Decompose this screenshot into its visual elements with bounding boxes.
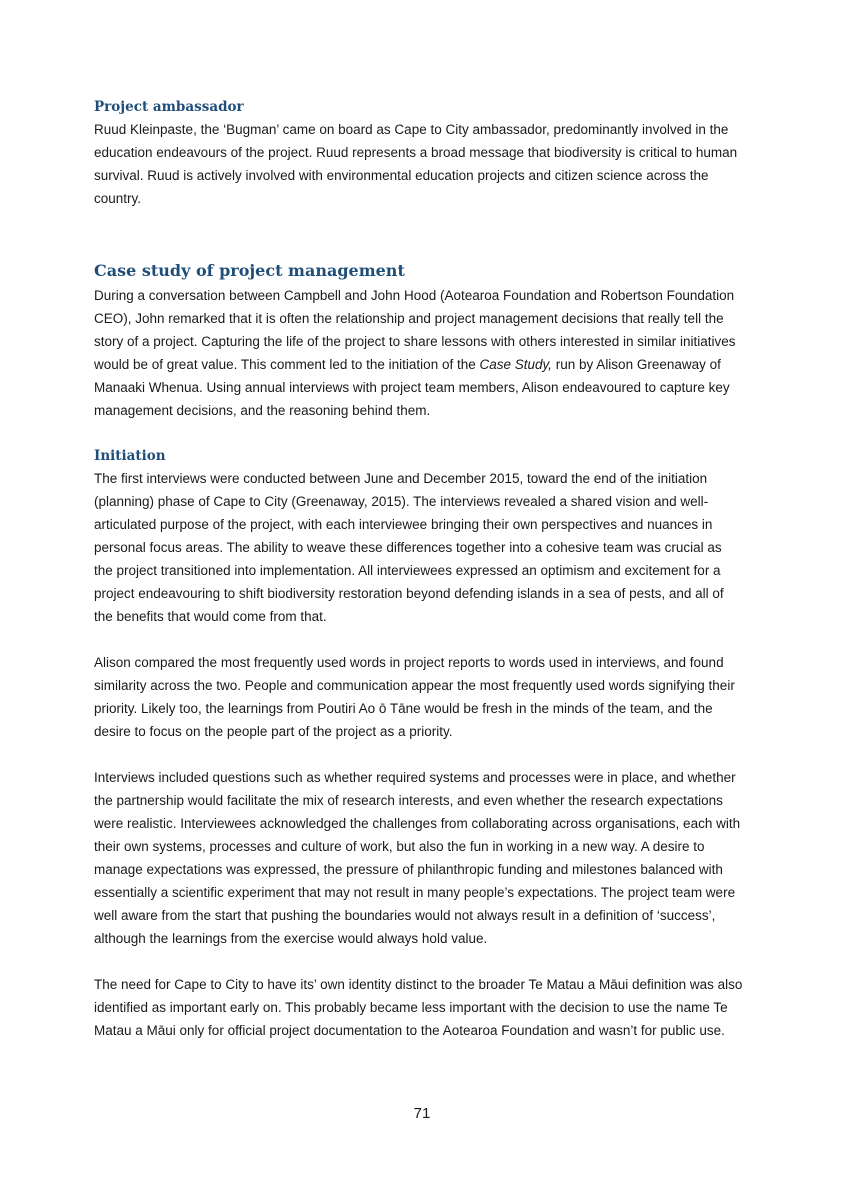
section-spacer [94, 422, 744, 445]
paragraph-spacer [94, 950, 744, 973]
heading-case-study: Case study of project management [94, 261, 405, 280]
page-number: 71 [413, 1105, 431, 1122]
heading-initiation: Initiation [94, 448, 166, 464]
case-study-emphasis: Case Study, [479, 357, 553, 372]
document-page [94, 96, 744, 1042]
section-spacer [94, 210, 744, 258]
paragraph-spacer [94, 628, 744, 651]
heading-project-ambassador: Project ambassador [94, 99, 244, 115]
paragraph-ambassador: Ruud Kleinpaste, the ‘Bugman’ came on board as Cape to City ambassador, predominantly involved in the education endeavours of the project. Ruud represents a broad message that biodiversity is critical to human survival. Ruud is actively involved with environmental education projects and citizen science across the country. [94, 122, 738, 206]
paragraph-initiation-1: The first interviews were conducted between June and December 2015, toward the end of the initiation (planning) phase of Cape to City (Greenaway, 2015). The interviews revealed a shared vision and well-articulated purpose of the project, with each interviewee bringing their own perspectives and nuances in personal focus areas. The ability to weave these differences together into a cohesive team was crucial as the project transitioned into implementation. All interviewees expressed an optimism and excitement for a project endeavouring to shift biodiversity restoration beyond defending islands in a sea of pests, and all of the benefits that would come from that. [94, 471, 724, 624]
paragraph-spacer [94, 743, 744, 766]
paragraph-initiation-3: Interviews included questions such as whether required systems and processes were in place, and whether the partnership would facilitate the mix of research interests, and even whether the research expectations were realistic. Interviewees acknowledged the challenges from collaborating across organisations, each with their own systems, processes and culture of work, but also the fun in working in a new way. A desire to manage expectations was expressed, the pressure of philanthropic funding and milestones balanced with essentially a scientific experiment that may not result in many people’s expectations. The project team were well aware from the start that pushing the boundaries would not always result in a definition of ‘success’, although the learnings from the exercise would always hold value. [94, 770, 741, 946]
case-study-text-1: During a conversation between Campbell and John Hood (Aotearoa Foundation and Robertson Foundation CEO), John remarked that it is often the relationship and project management decisions that really tell the story of a project. Capturing the life of the project to share lessons with others interested in similar initiatives would be of great value. This comment led to the initiation of the [94, 288, 736, 372]
paragraph-case-study [94, 284, 744, 422]
paragraph-initiation-2: Alison compared the most frequently used words in project reports to words used in interviews, and found similarity across the two. People and communication appear the most frequently used words signifying their priority. Likely too, the learnings from Poutiri Ao ō Tāne would be fresh in the minds of the team, and the desire to focus on the people part of the project as a priority. [94, 655, 735, 739]
paragraph-initiation-4: The need for Cape to City to have its’ own identity distinct to the broader Te Matau a Māui definition was also identified as important early on. This probably became less important with the decision to use the name Te Matau a Māui only for official project documentation to the Aotearoa Foundation and wasn’t for public use. [94, 977, 743, 1038]
case-study-text-2: run by Alison Greenaway of Manaaki Whenua. Using annual interviews with project team members, Alison endeavoured to capture key management decisions, and the reasoning behind them. [94, 357, 730, 418]
